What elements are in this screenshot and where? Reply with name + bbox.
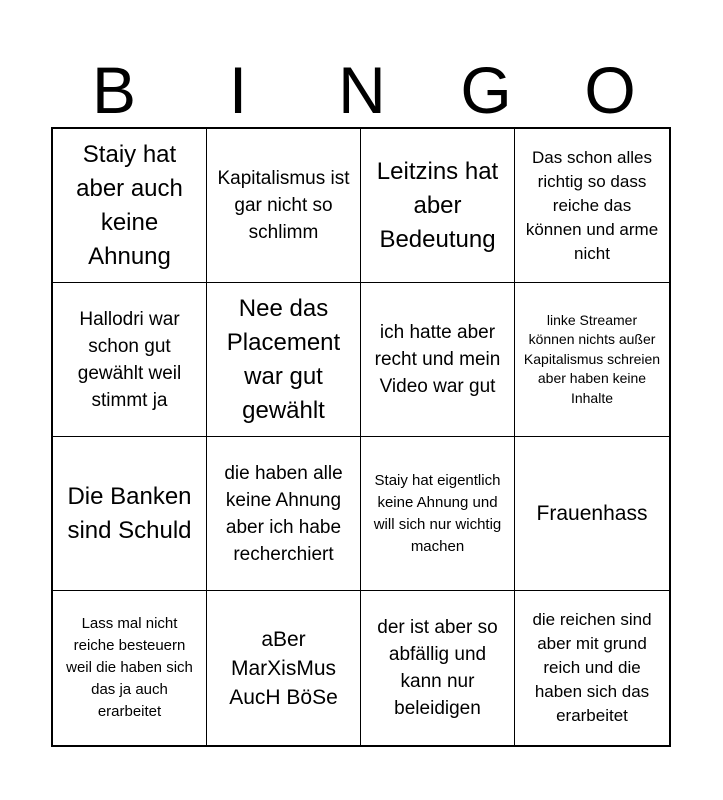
bingo-cell[interactable]	[207, 591, 361, 745]
cell-text: Frauenhass	[536, 502, 648, 525]
bingo-cell[interactable]	[361, 283, 515, 437]
bingo-header	[52, 52, 672, 128]
bingo-cell[interactable]	[361, 129, 515, 283]
cell-text: Leitzins hat aber Bedeutung	[376, 157, 499, 253]
bingo-cell[interactable]	[515, 591, 669, 745]
bingo-cell[interactable]	[515, 283, 669, 437]
header-letter-g: G	[460, 53, 512, 127]
cell-text: Staiy hat eigentlich keine Ahnung und will sich nur wichtig machen	[373, 471, 502, 555]
cell-text: die haben alle keine Ahnung aber ich habe recherchiert	[224, 462, 343, 565]
cell-text: Das schon alles richtig so dass reiche das können und arme nicht	[525, 147, 659, 263]
cell-text: Kapitalismus ist gar nicht so schlimm	[217, 168, 350, 243]
bingo-cell[interactable]	[53, 129, 207, 283]
header-letter-i: I	[228, 53, 248, 127]
cell-text: ich hatte aber recht und mein Video war gut	[374, 322, 501, 397]
cell-text: Die Banken sind Schuld	[67, 482, 192, 544]
cell-text: Staiy hat aber auch keine Ahnung	[76, 140, 183, 270]
cell-text: der ist aber so abfällig und kann nur beleidigen	[377, 617, 498, 719]
bingo-cell[interactable]	[53, 591, 207, 745]
bingo-board	[51, 127, 671, 747]
header-letter-n: N	[338, 53, 386, 127]
cell-text: die reichen sind aber mit grund reich und die haben sich das erarbeitet	[532, 610, 652, 725]
header-letter-o: O	[584, 53, 636, 127]
cell-text: Lass mal nicht reiche besteuern weil die haben sich das ja auch erarbeitet	[66, 615, 193, 720]
bingo-cell[interactable]	[361, 437, 515, 591]
bingo-cell[interactable]	[207, 283, 361, 437]
bingo-cell[interactable]	[207, 129, 361, 283]
bingo-cell[interactable]	[361, 591, 515, 745]
bingo-cell[interactable]	[515, 437, 669, 591]
cell-text: Nee das Placement war gut gewählt	[226, 294, 341, 424]
bingo-cell[interactable]	[53, 437, 207, 591]
cell-text: aBer MarXisMus AucH BöSe	[229, 627, 338, 709]
bingo-cell[interactable]	[53, 283, 207, 437]
cell-text: Hallodri war schon gut gewählt weil stimmt ja	[77, 308, 182, 411]
cell-text: linke Streamer können nichts außer Kapitalismus schreien aber haben keine Inhalte	[523, 311, 661, 406]
bingo-cell[interactable]	[515, 129, 669, 283]
bingo-cell[interactable]	[207, 437, 361, 591]
header-letter-b: B	[91, 53, 137, 127]
